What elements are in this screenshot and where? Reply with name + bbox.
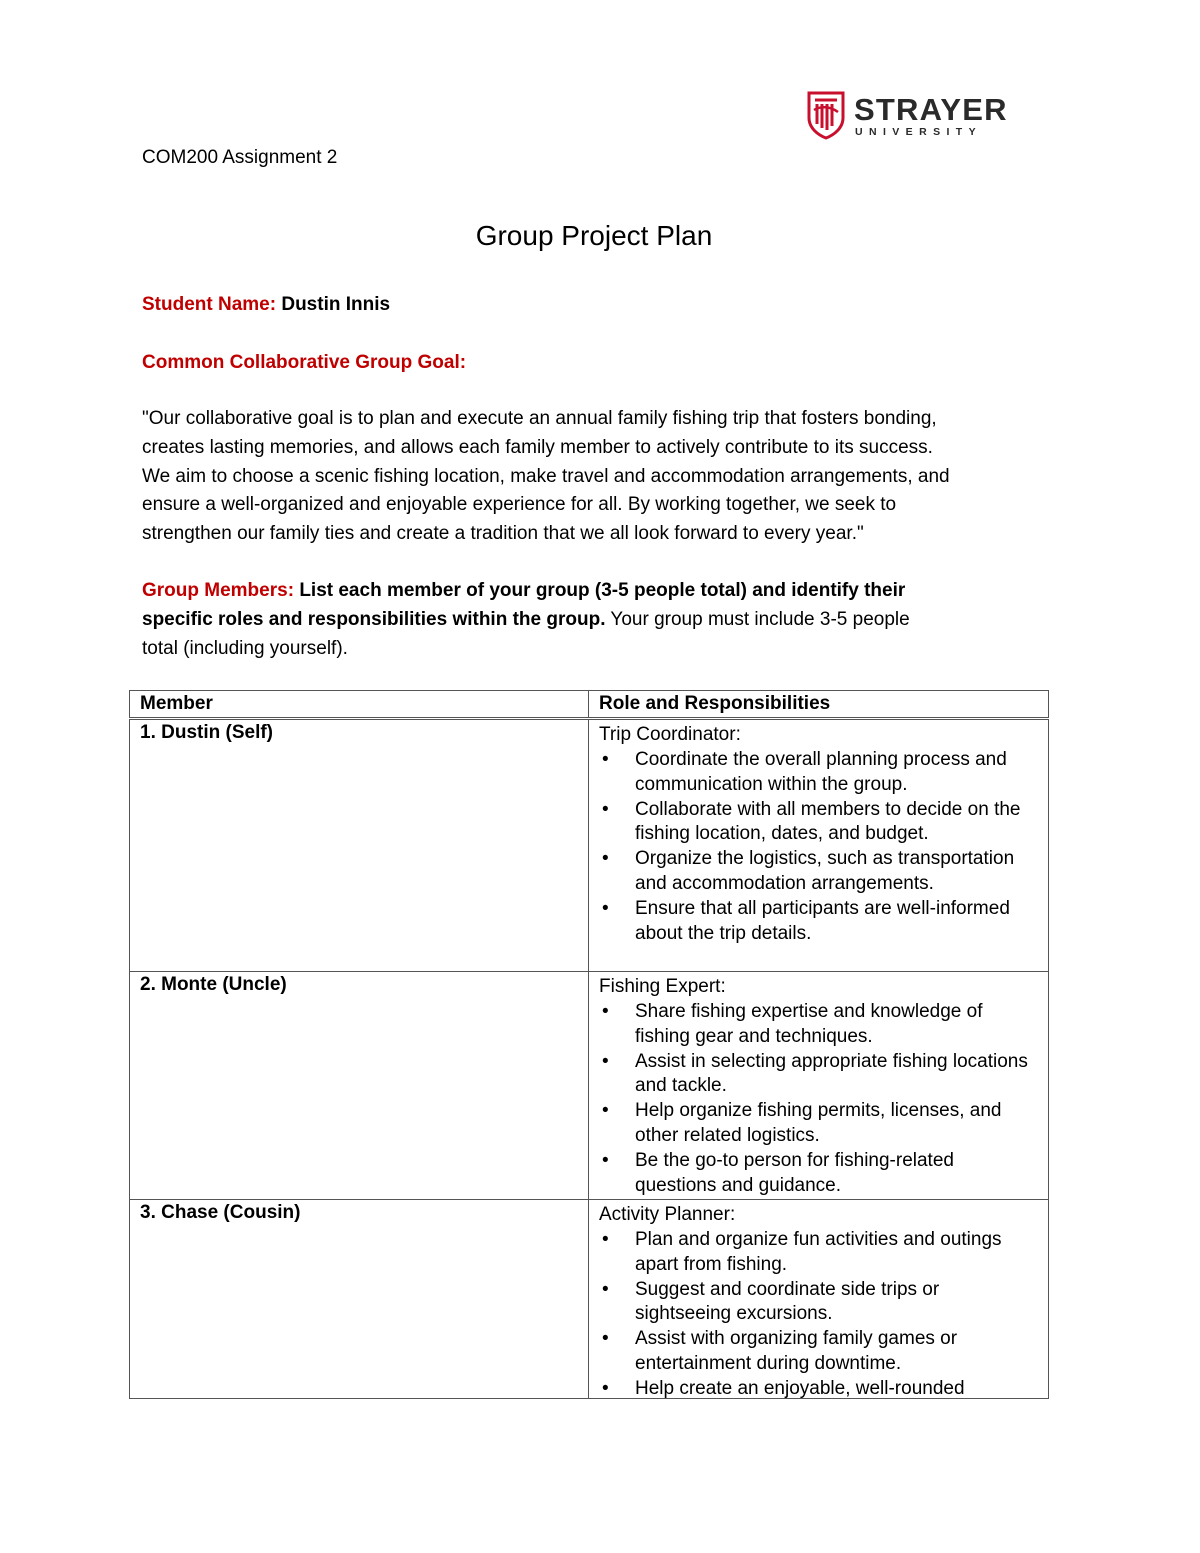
list-item: • Be the go-to person for fishing-related questions and guidance.: [635, 1149, 1038, 1199]
role-cell: [589, 1200, 1049, 1399]
logo-wordmark: STRAYER: [854, 92, 1008, 127]
members-instruction: List each member of your group (3-5 people total) and identify their: [299, 580, 906, 601]
list-item: • Assist in selecting appropriate fishing locations and tackle.: [635, 1050, 1038, 1100]
role-title: Activity Planner:: [599, 1204, 736, 1225]
table-header-row: [130, 691, 1049, 719]
responsibility-list: [599, 748, 1038, 946]
list-item: • Help organize fishing permits, licenses, and other related logistics.: [635, 1099, 1038, 1149]
responsibility-list: [599, 1000, 1038, 1198]
table-row: [130, 719, 1049, 972]
roles-table: [129, 690, 1049, 1399]
role-cell: [589, 972, 1049, 1200]
members-instructions: [142, 576, 1072, 663]
member-cell: 3. Chase (Cousin): [130, 1200, 589, 1399]
members-label: Group Members:: [142, 580, 295, 601]
student-name-line: [142, 294, 390, 316]
list-item: • Collaborate with all members to decide on the fishing location, dates, and budget.: [635, 798, 1038, 848]
role-title: Trip Coordinator:: [599, 724, 741, 745]
goal-heading: [142, 352, 466, 374]
goal-line: "Our collaborative goal is to plan and execute an annual family fishing trip that fosters bonding,: [142, 408, 937, 429]
header-member: Member: [130, 691, 589, 719]
table-row: [130, 972, 1049, 1200]
logo-subtitle: UNIVERSITY: [855, 126, 983, 138]
role-title: Fishing Expert:: [599, 976, 726, 997]
list-item: • Coordinate the overall planning process and communication within the group.: [635, 748, 1038, 798]
page-title: Group Project Plan: [475, 220, 713, 251]
header-role: Role and Responsibilities: [589, 691, 1049, 719]
list-item: • Organize the logistics, such as transportation and accommodation arrangements.: [635, 847, 1038, 897]
course-label: COM200 Assignment 2: [142, 147, 338, 168]
members-line: [142, 576, 1072, 605]
members-line: total (including yourself).: [142, 638, 348, 659]
strayer-logo: [806, 90, 1010, 142]
responsibility-list: [599, 1228, 1038, 1398]
members-line: [142, 605, 1072, 634]
list-item: • Suggest and coordinate side trips or sightseeing excursions.: [635, 1278, 1038, 1328]
list-item: • Assist with organizing family games or entertainment during downtime.: [635, 1327, 1038, 1377]
shield-icon: [806, 90, 846, 140]
member-cell: 2. Monte (Uncle): [130, 972, 589, 1200]
members-instruction: specific roles and responsibilities within the group.: [142, 609, 606, 630]
goal-line: creates lasting memories, and allows each family member to actively contribute to its success.: [142, 436, 933, 458]
list-item: • Plan and organize fun activities and outings apart from fishing.: [635, 1228, 1038, 1278]
table-row: [130, 1200, 1049, 1399]
list-item: • Help create an enjoyable, well-rounded: [635, 1377, 1038, 1398]
student-name-value: Dustin Innis: [281, 294, 391, 315]
goal-line: We aim to choose a scenic fishing location, make travel and accommodation arrangements, and: [142, 465, 950, 487]
goal-paragraph: [142, 405, 1072, 549]
goal-line: ensure a well-organized and enjoyable experience for all. By working together, we seek to: [142, 494, 897, 516]
member-cell: 1. Dustin (Self): [130, 719, 589, 972]
goal-label: Common Collaborative Group Goal:: [142, 352, 467, 373]
goal-line: strengthen our family ties and create a tradition that we all look forward to every year.": [142, 523, 864, 545]
role-cell: [589, 719, 1049, 972]
student-name-label: Student Name:: [142, 294, 277, 315]
list-item: • Ensure that all participants are well-informed about the trip details.: [635, 897, 1038, 947]
members-note: Your group must include 3-5 people: [605, 609, 910, 630]
role-cell-content: [599, 1202, 1038, 1398]
list-item: • Share fishing expertise and knowledge of fishing gear and techniques.: [635, 1000, 1038, 1050]
